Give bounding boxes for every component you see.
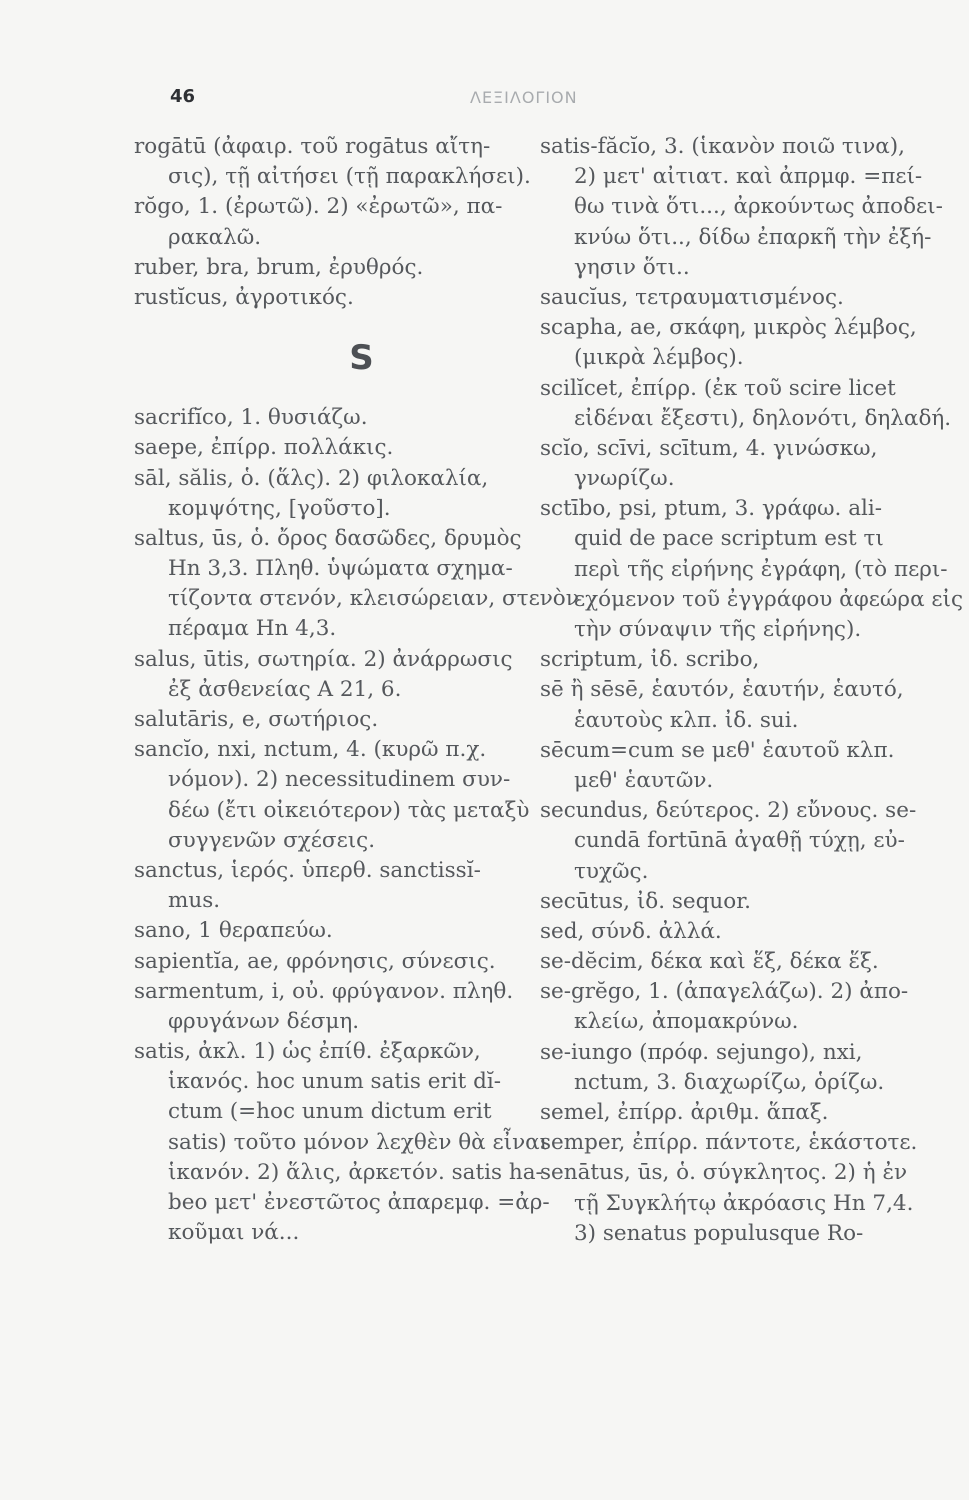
entry-headword-line: sanctus, ἱερός. ὑπερθ. sanctissĭ- — [134, 857, 481, 883]
entry-headword-line: se-dĕcim, δέκα καὶ ἕξ, δέκα ἕξ. — [540, 949, 879, 975]
entry-headword-line: se-iungo (πρόφ. sejungo), nxi, — [540, 1039, 863, 1065]
entry-continuation-line: κλείω, ἀπομακρύνω. — [574, 1009, 799, 1035]
entry-headword-line: ruber, bra, brum, ἐρυθρός. — [134, 254, 424, 280]
entry-continuation-line: 3) senatus populusque Ro- — [574, 1220, 864, 1246]
entry-continuation-line: εἰδέναι ἔξεστι), δηλονότι, δηλαδή. — [574, 405, 952, 431]
entry-continuation-line: ἐξ ἀσθενείας A 21, 6. — [168, 676, 402, 702]
entry-continuation-line: κοῦμαι νά... — [168, 1220, 300, 1246]
entry-headword-line: sctībo, psi, ptum, 3. γράφω. ali- — [540, 496, 883, 522]
entry-continuation-line: γνωρίζω. — [574, 466, 675, 492]
running-title: ΛΕΞΙΛΟΓΙΟΝ — [470, 88, 578, 107]
entry-headword-line: scilĭcet, ἐπίρρ. (ἐκ τοῦ scire licet — [540, 375, 896, 401]
entry-headword-line: scapha, ae, σκάφη, μικρὸς λέμβος, — [540, 315, 917, 341]
entry-headword-line: sēcum=cum se μεθ' ἑαυτοῦ κλπ. — [540, 737, 895, 763]
entry-continuation-line: quid de pace scriptum est τι — [574, 526, 884, 552]
entry-headword-line: semel, ἐπίρρ. ἀριθμ. ἅπαξ. — [540, 1100, 829, 1125]
entry-headword-line: rŏgo, 1. (ἐρωτῶ). 2) «ἐρωτῶ», πα- — [134, 194, 503, 220]
entries-s-right — [540, 132, 964, 1249]
entry-continuation-line: πέραμα Hn 4,3. — [168, 616, 337, 642]
entry-headword-line: se-grĕgo, 1. (ἀπαγελάζω). 2) ἀπο- — [540, 979, 909, 1005]
entry-headword-line: satis, ἀκλ. 1) ὡς ἐπίθ. ἐξαρκῶν, — [134, 1039, 481, 1065]
entries-s-left — [134, 403, 579, 1248]
entry-headword-line: scriptum, ἰδ. scribo, — [540, 647, 760, 673]
left-column — [134, 132, 579, 1248]
page-number: 46 — [170, 86, 196, 107]
entry-continuation-line: ctum (=hoc unum dictum erit — [168, 1099, 492, 1125]
entry-headword-line: secūtus, ἰδ. sequor. — [540, 888, 751, 914]
entry-headword-line: sarmentum, i, οὐ. φρύγανον. πληθ. — [134, 978, 514, 1004]
entry-continuation-line: nctum, 3. διαχωρίζω, ὁρίζω. — [574, 1069, 885, 1095]
entry-headword-line: sed, σύνδ. ἀλλά. — [540, 918, 722, 944]
section-letter: S — [349, 338, 374, 379]
entry-continuation-line: mus. — [168, 888, 221, 914]
entry-headword-line: scĭo, scīvi, scītum, 4. γινώσκω, — [540, 435, 878, 461]
entry-headword-line: senātus, ūs, ὁ. σύγκλητος. 2) ἡ ἐν — [540, 1160, 908, 1186]
entries-r — [134, 132, 529, 313]
entry-headword-line: semper, ἐπίρρ. πάντοτε, ἑκάστοτε. — [540, 1130, 918, 1156]
entry-headword-line: satis-făcĭo, 3. (ἱκανὸν ποιῶ τινα), — [540, 134, 906, 159]
page-header — [0, 86, 969, 116]
entry-continuation-line: μεθ' ἑαυτῶν. — [574, 767, 714, 793]
entry-continuation-line: beo μετ' ἐνεστῶτος ἀπαρεμφ. =ἀρ- — [168, 1190, 550, 1215]
entry-headword-line: sancĭo, nxi, nctum, 4. (κυρῶ π.χ. — [134, 737, 487, 763]
entry-continuation-line: ἑαυτοὺς κλπ. ἰδ. sui. — [574, 707, 799, 733]
entry-continuation-line: ἱκανόν. 2) ἅλις, ἀρκετόν. satis ha- — [168, 1159, 543, 1185]
entry-continuation-line: satis) τοῦτο μόνον λεχθὲν θὰ εἶναι — [168, 1129, 549, 1155]
entry-continuation-line: γησιν ὅτι.. — [574, 254, 690, 280]
entry-continuation-line: ἱκανός. hoc unum satis erit dĭ- — [168, 1069, 502, 1095]
entry-continuation-line: φρυγάνων δέσμη. — [168, 1008, 360, 1034]
right-column — [540, 132, 964, 1249]
entry-continuation-line: δέω (ἔτι οἰκειότερον) τὰς μεταξὺ — [168, 797, 530, 823]
entry-headword-line: saepe, ἐπίρρ. πολλάκις. — [134, 435, 394, 461]
entry-headword-line: sapientĭa, ae, φρόνησις, σύνεσις. — [134, 948, 496, 974]
entry-headword-line: sāl, sălis, ὁ. (ἅλς). 2) φιλοκαλία, — [134, 465, 489, 491]
entry-continuation-line: συγγενῶν σχέσεις. — [168, 827, 376, 853]
entry-continuation-line: ρακαλῶ. — [168, 224, 262, 250]
entry-continuation-line: εχόμενον τοῦ ἐγγράφου ἀφεώρα εἰς — [574, 586, 964, 612]
entry-headword-line: saltus, ūs, ὁ. ὄρος δασῶδες, δρυμὸς — [134, 525, 522, 551]
entry-headword-line: sano, 1 θεραπεύω. — [134, 918, 333, 944]
entry-continuation-line: κομψότης, [γοῦστο]. — [168, 495, 391, 521]
entry-continuation-line: τίζοντα στενόν, κλεισώρειαν, στενὸν — [168, 586, 579, 612]
entry-continuation-line: σις), τῇ αἰτήσει (τῇ παρακλήσει). — [168, 164, 531, 190]
entry-headword-line: salutāris, e, σωτήριος. — [134, 707, 379, 732]
entry-continuation-line: τυχῶς. — [574, 858, 649, 884]
entry-headword-line: salus, ūtis, σωτηρία. 2) ἀνάρρωσις — [134, 646, 513, 672]
entry-continuation-line: Hn 3,3. Πληθ. ὑψώματα σχημα- — [168, 556, 513, 582]
entry-headword-line: rogātū (ἀφαιρ. τοῦ rogātus αἴτη- — [134, 134, 491, 159]
entry-continuation-line: 2) μετ' αἰτιατ. καὶ ἀπρμφ. =πεί- — [574, 164, 923, 190]
entry-continuation-line: περὶ τῆς εἰρήνης ἐγράφη, (τὸ περι- — [574, 556, 948, 582]
entry-headword-line: sacrifĭco, 1. θυσιάζω. — [134, 405, 368, 431]
entry-continuation-line: θω τινὰ ὅτι..., ἀρκούντως ἀποδει- — [574, 194, 943, 220]
entry-headword-line: sē ἢ sēsē, ἑαυτόν, ἑαυτήν, ἑαυτό, — [540, 677, 904, 703]
entry-continuation-line: τῇ Συγκλήτῳ ἀκρόασις Hn 7,4. — [574, 1190, 914, 1216]
entry-headword-line: secundus, δεύτερος. 2) εὔνους. se- — [540, 798, 917, 824]
entry-continuation-line: (μικρὰ λέμβος). — [574, 345, 744, 371]
entry-headword-line: saucĭus, τετραυματισμένος. — [540, 284, 844, 310]
entry-continuation-line: κνύω ὅτι.., δίδω ἐπαρκῆ τὴν ἐξή- — [574, 224, 932, 250]
entry-continuation-line: cundā fortūnā ἀγαθῇ τύχῃ, εὐ- — [574, 828, 905, 854]
entry-headword-line: rustĭcus, ἀγροτικός. — [134, 284, 354, 310]
entry-continuation-line: νόμον). 2) necessitudinem συν- — [168, 767, 511, 793]
entry-continuation-line: τὴν σύναψιν τῆς εἰρήνης). — [574, 617, 862, 642]
